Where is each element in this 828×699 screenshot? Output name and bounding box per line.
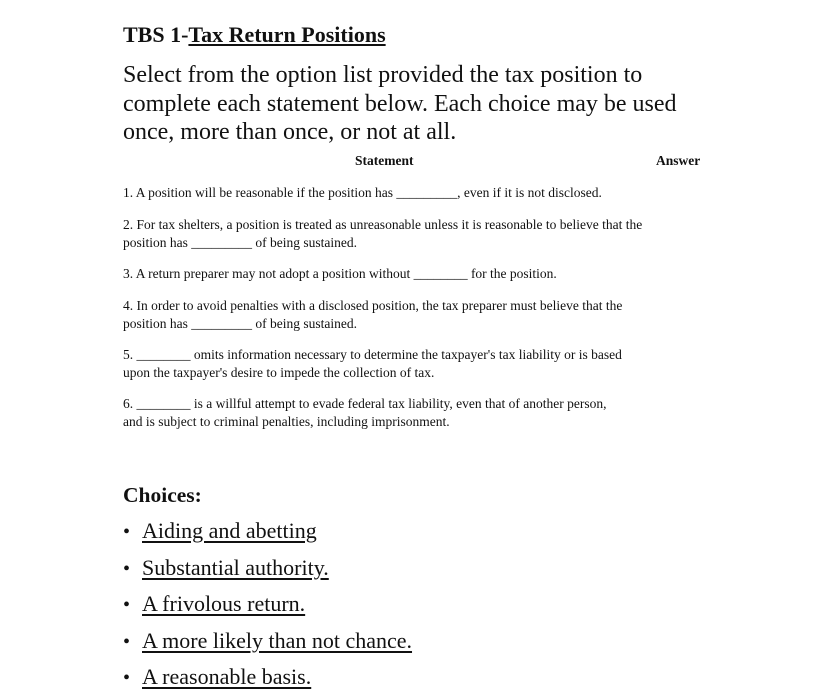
choice-more-likely-than-not[interactable]: A more likely than not chance.	[142, 627, 413, 653]
bullet-icon: •	[123, 594, 131, 616]
choices-heading: Choices:	[123, 483, 202, 507]
choice-item	[123, 626, 412, 663]
bullet-icon: •	[123, 630, 131, 653]
statement-5: 5. ________ omits information necessary to determine the taxpayer's tax liability or is based upon the taxpayer's desire to impede the collection of tax.	[123, 347, 622, 380]
choice-aiding-and-abetting[interactable]: Aiding and abetting	[142, 518, 317, 543]
statement-1: 1. A position will be reasonable if the position has _________, even if it is not disclosed.	[123, 185, 602, 200]
title-prefix: TBS 1-	[123, 22, 189, 47]
statement-6: 6. ________ is a willful attempt to evade federal tax liability, even that of another person, and is subject to criminal penalties, including imprisonment.	[123, 396, 607, 429]
choice-frivolous-return[interactable]: A frivolous return.	[142, 591, 306, 616]
bullet-icon: •	[123, 667, 131, 689]
bullet-icon: •	[123, 521, 131, 543]
instructions-text: Select from the option list provided the tax position to complete each statement below. Each choice may be used once, more than once, or not at all.	[123, 62, 677, 145]
bullet-icon: •	[123, 557, 131, 580]
choice-item	[123, 662, 412, 699]
choice-item	[123, 553, 412, 590]
statement-4: 4. In order to avoid penalties with a disclosed position, the tax preparer must believe that the position has _________ of being sustained.	[123, 298, 623, 331]
title-underlined: Tax Return Positions	[188, 22, 386, 47]
choice-substantial-authority[interactable]: Substantial authority.	[142, 554, 329, 580]
page-title	[123, 22, 386, 48]
choice-item	[123, 589, 412, 626]
statement-2: 2. For tax shelters, a position is treated as unreasonable unless it is reasonable to believe that the position has _________ of being sustained.	[123, 217, 643, 250]
choices-list	[123, 516, 412, 699]
choice-item	[123, 516, 412, 553]
answer-column-header: Answer	[656, 153, 701, 168]
choice-reasonable-basis[interactable]: A reasonable basis.	[142, 664, 312, 689]
statement-column-header: Statement	[355, 153, 414, 168]
statement-3: 3. A return preparer may not adopt a position without ________ for the position.	[123, 266, 557, 281]
